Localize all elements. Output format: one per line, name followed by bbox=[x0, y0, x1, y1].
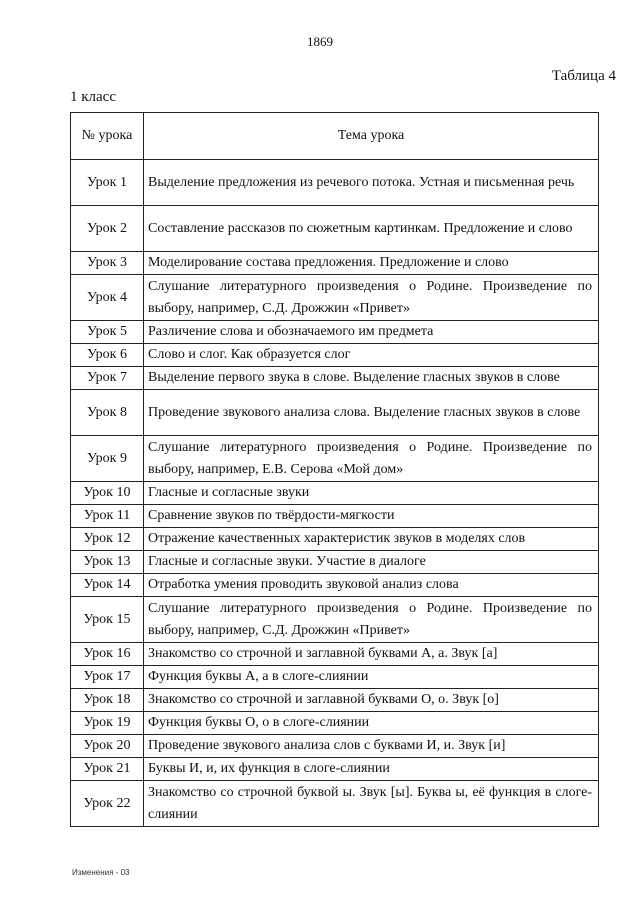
table-row bbox=[71, 505, 599, 528]
table-row bbox=[71, 436, 599, 482]
footer-note: Изменения - 03 bbox=[72, 868, 130, 877]
table-row bbox=[71, 574, 599, 597]
table-row bbox=[71, 344, 599, 367]
lesson-number: Урок 13 bbox=[71, 551, 144, 574]
lessons-table bbox=[70, 112, 599, 827]
table-row bbox=[71, 160, 599, 206]
lesson-topic: Проведение звукового анализа слова. Выделение гласных звуков в слове bbox=[144, 390, 599, 436]
lesson-topic: Знакомство со строчной и заглавной буквами А, а. Звук [а] bbox=[144, 643, 599, 666]
table-row bbox=[71, 643, 599, 666]
lesson-number: Урок 19 bbox=[71, 712, 144, 735]
lesson-number: Урок 16 bbox=[71, 643, 144, 666]
lesson-number: Урок 15 bbox=[71, 597, 144, 643]
lesson-number: Урок 12 bbox=[71, 528, 144, 551]
lesson-topic: Составление рассказов по сюжетным картинкам. Предложение и слово bbox=[144, 206, 599, 252]
table-header-row bbox=[71, 113, 599, 160]
grade-label: 1 класс bbox=[70, 89, 116, 105]
table-row bbox=[71, 781, 599, 827]
lesson-number: Урок 14 bbox=[71, 574, 144, 597]
lesson-topic: Выделение первого звука в слове. Выделение гласных звуков в слове bbox=[144, 367, 599, 390]
lesson-number: Урок 21 bbox=[71, 758, 144, 781]
table-row bbox=[71, 321, 599, 344]
lesson-topic: Гласные и согласные звуки bbox=[144, 482, 599, 505]
table-row bbox=[71, 597, 599, 643]
lesson-topic: Слово и слог. Как образуется слог bbox=[144, 344, 599, 367]
lesson-number: Урок 4 bbox=[71, 275, 144, 321]
lesson-topic: Различение слова и обозначаемого им предмета bbox=[144, 321, 599, 344]
lesson-number: Урок 5 bbox=[71, 321, 144, 344]
lesson-number: Урок 17 bbox=[71, 666, 144, 689]
lesson-topic: Знакомство со строчной и заглавной буквами О, о. Звук [о] bbox=[144, 689, 599, 712]
lesson-topic: Знакомство со строчной буквой ы. Звук [ы]. Буква ы, её функция в слоге-слиянии bbox=[144, 781, 599, 827]
table-row bbox=[71, 735, 599, 758]
lesson-number: Урок 8 bbox=[71, 390, 144, 436]
lesson-topic: Функция буквы О, о в слоге-слиянии bbox=[144, 712, 599, 735]
lesson-number: Урок 22 bbox=[71, 781, 144, 827]
table-row bbox=[71, 206, 599, 252]
lesson-topic: Выделение предложения из речевого потока. Устная и письменная речь bbox=[144, 160, 599, 206]
lesson-topic: Отработка умения проводить звуковой анализ слова bbox=[144, 574, 599, 597]
lesson-topic: Сравнение звуков по твёрдости-мягкости bbox=[144, 505, 599, 528]
lesson-topic: Буквы И, и, их функция в слоге-слиянии bbox=[144, 758, 599, 781]
lesson-topic: Моделирование состава предложения. Предложение и слово bbox=[144, 252, 599, 275]
table-row bbox=[71, 551, 599, 574]
lesson-number: Урок 10 bbox=[71, 482, 144, 505]
lesson-topic: Слушание литературного произведения о Родине. Произведение по выбору, например, С.Д. Дрожжин «Привет» bbox=[144, 275, 599, 321]
lesson-number: Урок 20 bbox=[71, 735, 144, 758]
table-row bbox=[71, 275, 599, 321]
table-caption: Таблица 4 bbox=[551, 68, 616, 84]
lesson-topic: Проведение звукового анализа слов с буквами И, и. Звук [и] bbox=[144, 735, 599, 758]
lesson-topic: Отражение качественных характеристик звуков в моделях слов bbox=[144, 528, 599, 551]
lesson-number: Урок 7 bbox=[71, 367, 144, 390]
column-header-number: № урока bbox=[71, 113, 144, 160]
table-row bbox=[71, 482, 599, 505]
lesson-topic: Слушание литературного произведения о Родине. Произведение по выбору, например, С.Д. Дрожжин «Привет» bbox=[144, 597, 599, 643]
table-row bbox=[71, 252, 599, 275]
lesson-topic: Слушание литературного произведения о Родине. Произведение по выбору, например, Е.В. Серова «Мой дом» bbox=[144, 436, 599, 482]
lesson-number: Урок 9 bbox=[71, 436, 144, 482]
lesson-number: Урок 3 bbox=[71, 252, 144, 275]
lesson-number: Урок 1 bbox=[71, 160, 144, 206]
table-row bbox=[71, 758, 599, 781]
page-number: 1869 bbox=[307, 34, 333, 49]
lesson-number: Урок 6 bbox=[71, 344, 144, 367]
table-row bbox=[71, 367, 599, 390]
lesson-topic: Гласные и согласные звуки. Участие в диалоге bbox=[144, 551, 599, 574]
table-row bbox=[71, 712, 599, 735]
lesson-topic: Функция буквы А, а в слоге-слиянии bbox=[144, 666, 599, 689]
table-row bbox=[71, 390, 599, 436]
lesson-number: Урок 2 bbox=[71, 206, 144, 252]
table-row bbox=[71, 666, 599, 689]
column-header-topic: Тема урока bbox=[144, 113, 599, 160]
lesson-number: Урок 11 bbox=[71, 505, 144, 528]
lesson-number: Урок 18 bbox=[71, 689, 144, 712]
table-row bbox=[71, 689, 599, 712]
table-row bbox=[71, 528, 599, 551]
